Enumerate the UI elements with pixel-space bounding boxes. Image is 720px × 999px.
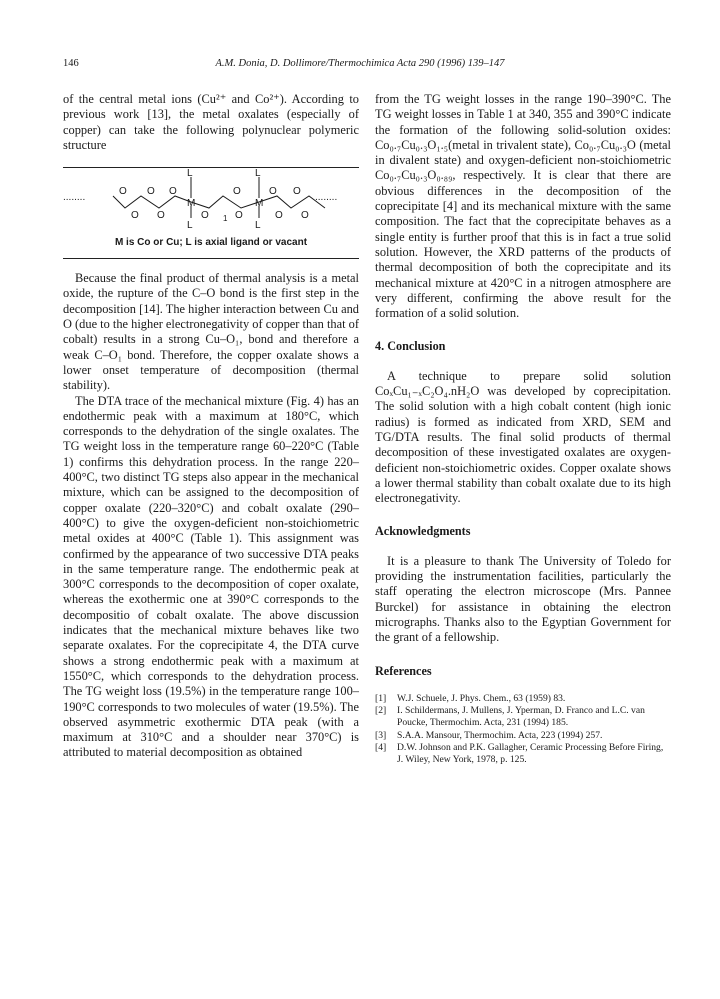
metal-label-2: M <box>255 198 264 210</box>
oxygen-label: O <box>147 186 155 198</box>
reference-text: I. Schildermans, J. Mullens, J. Yperman, D. Franco and L.C. van Poucke, Thermochim. Acta, 231 (1994) 185. <box>397 705 645 728</box>
reference-number: [4] <box>375 742 387 754</box>
oxygen-label: O <box>233 186 241 198</box>
oxalate-structure-diagram <box>63 168 359 234</box>
ligand-label-top-1: L <box>187 168 193 180</box>
ligand-label-bottom-1: L <box>187 220 193 232</box>
reference-number: [1] <box>375 692 387 704</box>
paragraph-intro: of the central metal ions (Cu²⁺ and Co²⁺). According to previous work [13], the metal oxalates (especially of copper) can take the following polynuclear polymeric structure <box>63 92 359 152</box>
ligand-label-top-2: L <box>255 168 261 180</box>
structure-figure <box>63 167 359 259</box>
heading-references: References <box>375 663 432 678</box>
reference-text: S.A.A. Mansour, Thermochim. Acta, 223 (1994) 257. <box>397 729 603 741</box>
reference-number: [2] <box>375 705 387 717</box>
oxygen-label: O <box>157 210 165 222</box>
ligand-label-bottom-2: L <box>255 220 261 232</box>
oxygen-label: O <box>119 186 127 198</box>
reference-text: W.J. Schuele, J. Phys. Chem., 63 (1959) 83. <box>397 692 566 704</box>
paragraph-dta: The DTA trace of the mechanical mixture (Fig. 4) has an endothermic peak with a maximum at 180°C, which corresponds to the dehydration of the single oxalates. The TG weight loss in the temperature range 60–220°C (Table 1) confirms this dehydration process. In the range 220–400°C, two distinct TG steps also appear in the mechanical mixture, which can be assigned to the decomposition of copper oxalate (220–320°C) and cobalt oxalate (290–400°C) to give the oxygen-deficient non-stoichiometric metal oxides at 400°C (Table 1). This assignment was confirmed by the appearance of two successive DTA peaks in the same temperature range. The endothermic peak at 300°C corresponds to the decomposition of coper oxalate, whereas the exothermic one at 390°C corresponds to the decompositio of cobalt oxalate. The above discussion indicates that the mechanical mixture behaves like two separate oxalates. For the coprecipitate 4, the DTA curve shows a strong endothermic peak with a maximum at 1550°C, which corresponds to the dehydration process. The TG weight loss (19.5%) in the temperature range 100–190°C corresponds to two molecules of water (19.5%). The observed asymmetric exothermic DTA peak (with a maximum at 310°C and a shoulder near 370°C) is attributed to material decomposition as obtained <box>63 393 359 760</box>
oxygen-label: O <box>235 210 243 222</box>
oxygen-label: O <box>201 210 209 222</box>
page-header <box>0 58 720 74</box>
reference-item <box>375 742 671 765</box>
reference-text: D.W. Johnson and P.K. Gallagher, Ceramic Processing Before Firing, J. Wiley, New York, 1978, p. 125. <box>397 742 664 765</box>
oxygen-label: O <box>269 186 277 198</box>
figure-caption: M is Co or Cu; L is axial ligand or vacant <box>114 237 308 249</box>
reference-list <box>375 693 671 766</box>
oxygen-label: O <box>275 210 283 222</box>
page-number: 146 <box>63 58 79 69</box>
left-column <box>63 92 359 761</box>
paragraph-acknowledgments: It is a pleasure to thank The University of Toledo for providing the instrumentation facilities, particularly the staff operating the electron microscope (Mrs. Pannee Burckel) for assistance in obtaining the electron micrographs. Thanks also to the Egyptian Government for the grant of a fellowship. <box>375 553 671 645</box>
paragraph-conclusion: A technique to prepare solid solution CoₓCu₁₋ₓC₂O₄.nH₂O was developed by coprecipitation. The solid solution with a high cobalt content (high ionic radius) is formed as indicated from XRD, SEM and TG/DTA results. The final solid products of thermal decomposition of these investigated oxalates are oxygen-deficient non-stoichiometric oxides. Copper oxalate shows a lower thermal stability than cobalt oxalate due to its high electronegativity. <box>375 368 671 506</box>
reference-item <box>375 693 671 705</box>
paragraph-tg: from the TG weight losses in the range 190–390°C. The TG weight losses in Table 1 at 340, 355 and 390°C indicate the formation of the following solid-solution oxides: Co₀.₇Cu₀.₃O₁.₅(metal in trivalent state), Co₀.₇Cu₀.₃O (metal in divalent state) and oxygen-deficient non-stoichiometric Co₀.₇Cu₀.₃O₀.₈₉, respectively. It is clear that there are obvious differences in the decomposition of the coprecipitate [4] and its mechanical mixture with the same composition. The fact that the coprecipitate behaves as a single entity is further proof that this is in fact a true solid solution. However, the XRD patterns of the products of thermal decomposition of both the coprecipitate and its mechanical mixture at 420°C in a nitrogen atmosphere are very different, confirming the above result for the formation of a solid solution. <box>375 92 671 321</box>
reference-number: [3] <box>375 729 387 741</box>
oxygen-label: O <box>293 186 301 198</box>
metal-label-1: M <box>187 198 196 210</box>
chain-dots-left: ........ <box>63 192 86 204</box>
oxygen-label: O <box>131 210 139 222</box>
chain-dots-right: ........ <box>315 192 338 204</box>
oxygen-label: O <box>169 186 177 198</box>
running-title: A.M. Donia, D. Dollimore/Thermochimica Acta 290 (1996) 139–147 <box>215 58 505 69</box>
reference-item <box>375 705 671 728</box>
subscript-one: 1 <box>223 214 228 224</box>
oxygen-label: O <box>301 210 309 222</box>
heading-conclusion: 4. Conclusion <box>375 339 446 354</box>
reference-item <box>375 730 671 742</box>
heading-acknowledgments: Acknowledgments <box>375 524 471 539</box>
paragraph-rupture: Because the final product of thermal analysis is a metal oxide, the rupture of the C–O bond is the first step in the decomposition [14]. The higher interaction between Cu and O (due to the higher electronegativity of copper than that of cobalt) results in a strong Cu–O₁, bond and therefore a weak C–O₁ bond. Therefore, the copper oxalate shows a lower onset temperature of decomposition (thermal stability). <box>63 271 359 393</box>
right-column <box>375 92 671 766</box>
